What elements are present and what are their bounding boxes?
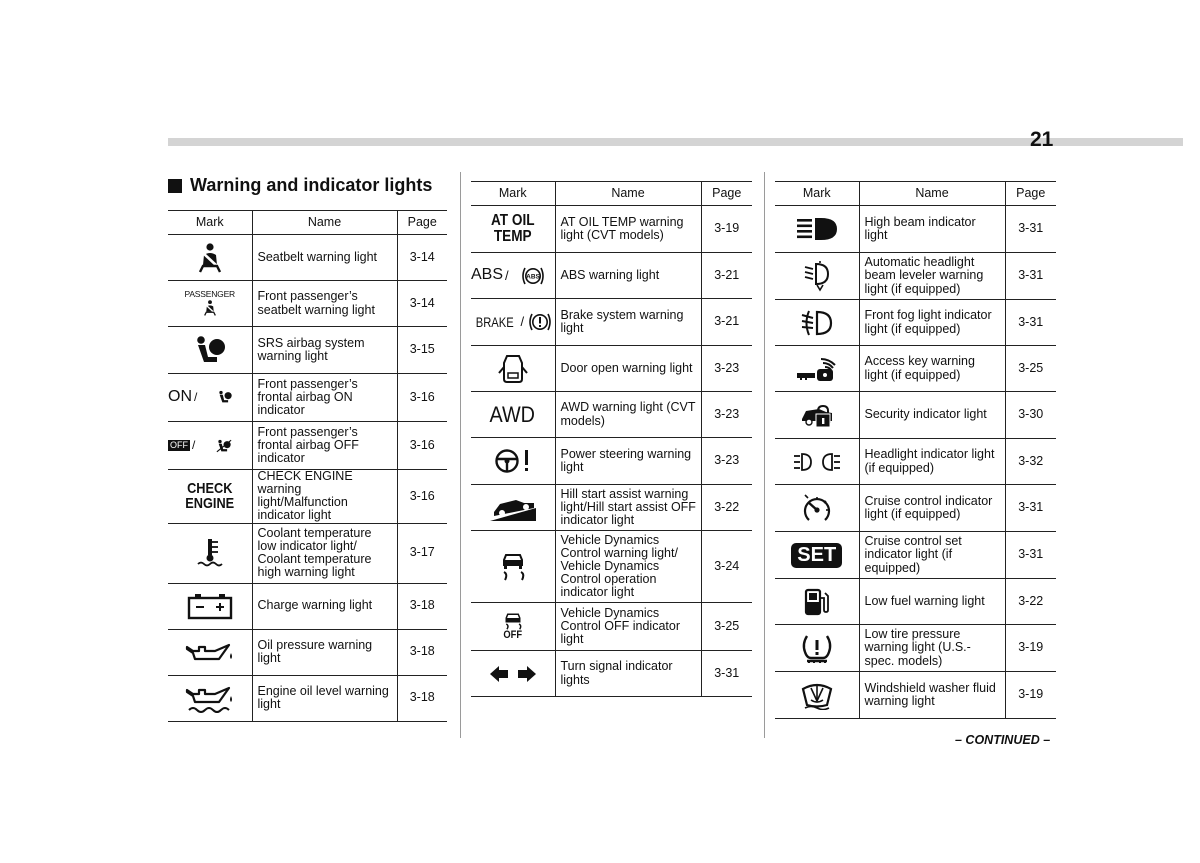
brake-icon bbox=[528, 310, 552, 334]
table-row bbox=[775, 439, 1056, 485]
table-row bbox=[775, 579, 1056, 625]
section-bullet-icon bbox=[168, 179, 182, 193]
engine-text: ENGINE bbox=[185, 495, 235, 513]
lights-table-2 bbox=[471, 181, 752, 697]
oil-can-icon bbox=[185, 639, 235, 665]
headlight-leveler-icon bbox=[802, 260, 832, 292]
abs-label: ABS bbox=[471, 266, 504, 284]
temp-text: TEMP bbox=[493, 228, 532, 245]
page-ref: 3-18 bbox=[409, 690, 435, 705]
light-name: CHECK ENGINE warning light/Malfunction indicator light bbox=[252, 470, 397, 524]
light-name: Coolant temperature low indicator light/ Coolant temperature high warning light bbox=[252, 523, 397, 583]
table-row bbox=[471, 392, 752, 438]
table-header-row bbox=[775, 182, 1056, 206]
light-name: Turn signal indicator lights bbox=[555, 651, 701, 697]
table-row bbox=[168, 281, 447, 327]
table-row bbox=[775, 253, 1056, 300]
column-divider bbox=[764, 172, 765, 738]
turn-signal-icon bbox=[488, 664, 538, 684]
mark-header: Mark bbox=[168, 211, 252, 235]
table-row bbox=[168, 235, 447, 281]
name-header: Name bbox=[859, 182, 1005, 206]
light-name: Access key warning light (if equipped) bbox=[859, 346, 1005, 392]
door-open-icon bbox=[498, 353, 528, 385]
battery-icon bbox=[187, 592, 233, 620]
mark-header: Mark bbox=[775, 182, 859, 206]
light-name: AT OIL TEMP warning light (CVT models) bbox=[555, 206, 701, 253]
light-name: Security indicator light bbox=[859, 392, 1005, 439]
at-oil-text: AT OIL bbox=[490, 212, 535, 229]
table-row bbox=[168, 327, 447, 374]
page-ref: 3-21 bbox=[714, 314, 740, 329]
brake-label: BRAKE bbox=[475, 313, 514, 330]
seatbelt-icon bbox=[195, 242, 225, 274]
page-number: 21 bbox=[1030, 128, 1054, 151]
headlight-indicator-icon bbox=[792, 451, 842, 473]
page-ref: 3-19 bbox=[1018, 640, 1044, 655]
abs-icon bbox=[521, 264, 545, 288]
svg-text:ABS: ABS bbox=[525, 273, 540, 280]
washer-fluid-icon bbox=[800, 680, 834, 710]
light-name: Headlight indicator light (if equipped) bbox=[859, 439, 1005, 485]
table-row bbox=[471, 485, 752, 531]
coolant-temp-icon bbox=[196, 537, 224, 569]
light-name: Cruise control set indicator light (if equipped) bbox=[859, 532, 1005, 579]
table-row: BRAKE / Brake system warning light 3-21 bbox=[471, 299, 752, 346]
page-ref: 3-30 bbox=[1018, 407, 1044, 422]
table-row bbox=[775, 485, 1056, 532]
page-ref: 3-23 bbox=[714, 360, 740, 375]
at-oil-temp-icon bbox=[477, 213, 548, 245]
page-ref: 3-14 bbox=[409, 295, 435, 310]
name-header: Name bbox=[555, 182, 701, 206]
light-name: Front passenger’s frontal airbag OFF indicator bbox=[252, 422, 397, 470]
airbag-off-icon bbox=[216, 438, 232, 454]
page-ref: 3-31 bbox=[1018, 268, 1044, 283]
table-row: ON / Front passenger’s frontal airbag ON indicator 3-16 bbox=[168, 374, 447, 422]
light-name: Charge warning light bbox=[252, 583, 397, 629]
light-name: SRS airbag system warning light bbox=[252, 327, 397, 374]
light-name: Low fuel warning light bbox=[859, 579, 1005, 625]
passenger-label: PASSENGER bbox=[184, 289, 235, 300]
page-header: Page bbox=[407, 214, 437, 229]
table-row bbox=[471, 603, 752, 651]
light-name: Windshield washer fluid warning light bbox=[859, 672, 1005, 719]
light-name: Low tire pressure warning light (U.S.-spec. models) bbox=[859, 625, 1005, 672]
light-name: Engine oil level warning light bbox=[252, 675, 397, 721]
light-name: Vehicle Dynamics Control warning light/ Vehicle Dynamics Control operation indicator light bbox=[555, 531, 701, 603]
page-ref: 3-25 bbox=[714, 618, 740, 633]
table-row bbox=[168, 470, 447, 524]
page-ref: 3-31 bbox=[1018, 314, 1044, 329]
lights-table-3 bbox=[775, 181, 1056, 719]
page-header: Page bbox=[712, 185, 742, 200]
table-row: OFF / Front passenger’s frontal airbag OFF indicator 3-16 bbox=[168, 422, 447, 470]
oil-level-icon bbox=[185, 682, 235, 714]
table-row bbox=[168, 523, 447, 583]
page-ref: 3-22 bbox=[1018, 593, 1044, 608]
page-ref: 3-17 bbox=[409, 545, 435, 560]
light-name: Oil pressure warning light bbox=[252, 629, 397, 675]
page-ref: 3-21 bbox=[714, 267, 740, 282]
table-row bbox=[775, 672, 1056, 719]
light-name: Automatic headlight beam leveler warning light (if equipped) bbox=[859, 253, 1005, 300]
page-ref: 3-19 bbox=[1018, 687, 1044, 702]
table-row bbox=[775, 300, 1056, 346]
set-label: SET bbox=[797, 543, 837, 566]
page-ref: 3-31 bbox=[1018, 221, 1044, 236]
column-divider bbox=[460, 172, 461, 738]
high-beam-icon bbox=[795, 215, 839, 243]
page-ref: 3-18 bbox=[409, 598, 435, 613]
hill-start-icon bbox=[488, 494, 538, 522]
page-ref: 3-31 bbox=[1018, 547, 1044, 562]
airbag-icon bbox=[192, 335, 228, 365]
mark-header: Mark bbox=[471, 182, 555, 206]
vdc-off-label: OFF bbox=[503, 629, 523, 641]
off-label: OFF bbox=[170, 439, 188, 450]
power-steering-icon bbox=[493, 447, 533, 475]
table-row bbox=[471, 206, 752, 253]
light-name: High beam indicator light bbox=[859, 206, 1005, 253]
low-fuel-icon bbox=[803, 586, 831, 618]
page-ref: 3-15 bbox=[409, 342, 435, 357]
page-ref: 3-31 bbox=[714, 665, 740, 680]
section-title-text: Warning and indicator lights bbox=[190, 175, 433, 195]
table-row bbox=[775, 346, 1056, 392]
light-name: Cruise control indicator light (if equipped) bbox=[859, 485, 1005, 532]
security-icon bbox=[799, 401, 835, 429]
lights-table-1 bbox=[168, 210, 447, 722]
page-ref: 3-32 bbox=[1018, 453, 1044, 468]
light-name: Front passenger’s seatbelt warning light bbox=[252, 281, 397, 327]
passenger-seatbelt-icon bbox=[202, 299, 218, 317]
name-header: Name bbox=[252, 211, 397, 235]
light-name: Brake system warning light bbox=[555, 299, 701, 346]
continued-label: – CONTINUED – bbox=[955, 733, 1051, 747]
table-row bbox=[775, 625, 1056, 672]
table-header-row bbox=[471, 182, 752, 206]
light-name: AWD warning light (CVT models) bbox=[555, 392, 701, 438]
on-label: ON bbox=[168, 388, 192, 406]
check-engine-icon bbox=[174, 481, 245, 511]
page-ref: 3-23 bbox=[714, 406, 740, 421]
page-ref: 3-16 bbox=[409, 389, 435, 404]
access-key-icon bbox=[795, 355, 839, 383]
page-ref: 3-24 bbox=[714, 558, 740, 573]
light-name: Front passenger’s frontal airbag ON indicator bbox=[252, 374, 397, 422]
page-ref: 3-16 bbox=[409, 488, 435, 503]
page-ref: 3-25 bbox=[1018, 360, 1044, 375]
table-row bbox=[168, 583, 447, 629]
page-header: Page bbox=[1016, 185, 1046, 200]
check-text: CHECK bbox=[187, 480, 233, 498]
table-row bbox=[471, 438, 752, 485]
page-ref: 3-23 bbox=[714, 453, 740, 468]
awd-icon: AWD bbox=[490, 401, 536, 427]
airbag-on-icon bbox=[217, 389, 233, 405]
table-header-row bbox=[168, 211, 447, 235]
table-row bbox=[168, 675, 447, 721]
page-ref: 3-19 bbox=[714, 221, 740, 236]
table-row bbox=[775, 206, 1056, 253]
light-name: ABS warning light bbox=[555, 253, 701, 299]
vdc-icon bbox=[500, 552, 526, 582]
table-row bbox=[168, 629, 447, 675]
page-ref: 3-16 bbox=[409, 437, 435, 452]
page-ref: 3-22 bbox=[714, 499, 740, 514]
light-name: Hill start assist warning light/Hill start assist OFF indicator light bbox=[555, 485, 701, 531]
table-row bbox=[471, 651, 752, 697]
table-row bbox=[775, 532, 1056, 579]
section-title bbox=[168, 175, 432, 196]
table-row bbox=[471, 531, 752, 603]
page-ref: 3-18 bbox=[409, 644, 435, 659]
table-row: ABS / ABS ABS warning light 3-21 bbox=[471, 253, 752, 299]
light-name: Seatbelt warning light bbox=[252, 235, 397, 281]
light-name: Door open warning light bbox=[555, 346, 701, 392]
light-name: Power steering warning light bbox=[555, 438, 701, 485]
vdc-off-icon bbox=[502, 612, 524, 630]
light-name: Front fog light indicator light (if equipped) bbox=[859, 300, 1005, 346]
light-name: Vehicle Dynamics Control OFF indicator light bbox=[555, 603, 701, 651]
cruise-set-icon bbox=[791, 543, 842, 568]
page-ref: 3-14 bbox=[409, 249, 435, 264]
cruise-control-icon bbox=[800, 492, 834, 524]
front-fog-icon bbox=[799, 309, 835, 337]
low-tire-pressure-icon bbox=[800, 632, 834, 664]
table-row bbox=[471, 346, 752, 392]
page-ref: 3-31 bbox=[1018, 500, 1044, 515]
table-row bbox=[775, 392, 1056, 439]
